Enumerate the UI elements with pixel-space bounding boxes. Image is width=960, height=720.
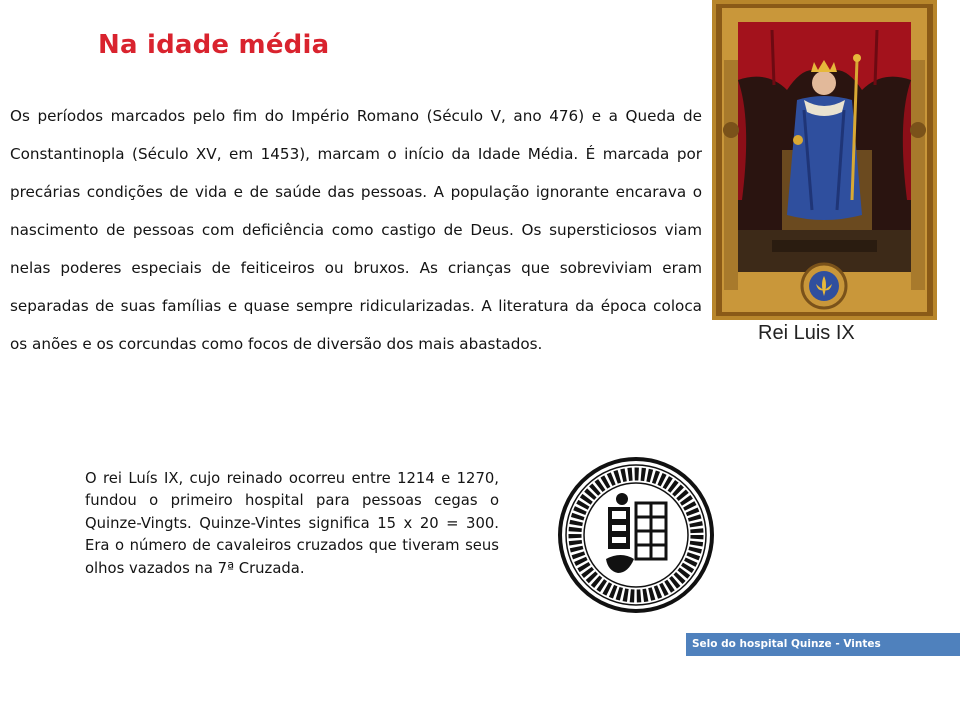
portrait-caption: Rei Luis IX <box>758 322 855 344</box>
louis-ix-paragraph: O rei Luís IX, cujo reinado ocorreu entre 1214 e 1270, fundou o primeiro hospital para pessoas cegas o Quinze-Vingts. Quinze-Vintes significa 15 x 20 = 300. Era o número de cavaleiros cruzados que tiveram seus olhos vazados na 7ª Cruzada. <box>85 470 499 577</box>
king-portrait-image <box>712 0 937 320</box>
slide-title: Na idade média <box>98 30 330 60</box>
hospital-seal-image <box>556 455 716 615</box>
intro-paragraph: Os períodos marcados pelo fim do Império Romano (Século V, ano 476) e a Queda de Constantinopla (Século XV, em 1453), marcam o início da Idade Média. É marcada por precárias condições de vida e de saúde das pessoas. A população ignorante encarava o nascimento de pessoas com deficiência como castigo de Deus. Os supersticiosos viam nelas poderes especiais de feiticeiros ou bruxos. As crianças que sobreviviam eram separadas de suas famílias e quase sempre ridicularizadas. A literatura da época coloca os anões e os corcundas como focos de diversão dos mais abastados. <box>10 107 702 353</box>
seal-caption-bar: Selo do hospital Quinze - Vintes <box>686 633 960 656</box>
